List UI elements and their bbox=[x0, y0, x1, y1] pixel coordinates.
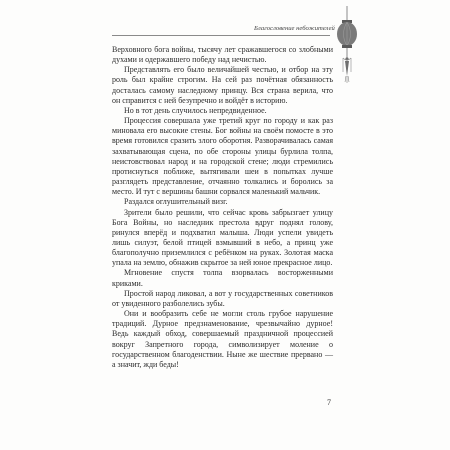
paragraph: Раздался оглушительный визг. bbox=[124, 197, 228, 207]
paragraph: Представлять его было величайшей честью, и отбор на эту роль был крайне строгим. На сей раз почётная обязанность досталась самому наследному принцу. Вся страна верила, что он справится с ней безупречно и войдёт в историю. bbox=[112, 65, 333, 105]
paragraph: Но в тот день случилось непредвиденное. bbox=[124, 105, 267, 115]
paragraph: Процессия совершала уже третий круг по городу и как раз миновала его высокие стены. Бог войны на своём помосте в это время готовился сразить злого оборотня. Разворачивалась самая захватывающая сцена, по обе стороны улицы бурлила толпа, неистовствовал народ и на городской стене; люди стремились протиснуться поближе, вытягивали шеи в попытках лучше разглядеть представление, отчаянно толкались и боролись за место. И тут с вершины башни сорвался маленький мальчик. bbox=[112, 116, 333, 197]
page-number: 7 bbox=[327, 398, 331, 407]
body-text bbox=[112, 45, 333, 370]
paragraph: Зрители было решили, что сейчас кровь забрызгает улицу Бога Войны, но наследник престола вдруг поднял голову, ринулся вперёд и подхватил малыша. Люди успели увидеть лишь силуэт, белой птицей взмывший в небо, а принц уже благополучно приземлился с ребёнком на руках. Золотая маска упала на землю, обнажив скрытое за ней юное прекрасное лицо. bbox=[112, 207, 333, 268]
paragraph: Простой народ ликовал, а вот у государственных советников от увиденного разболелись зубы. bbox=[112, 288, 333, 308]
paragraph: Мгновение спустя толпа взорвалась восторженными криками. bbox=[112, 268, 333, 288]
hanging-lantern-icon bbox=[332, 6, 362, 86]
header-rule bbox=[112, 35, 330, 36]
paragraph: Они и вообразить себе не могли столь грубое нарушение традиций. Дурное предзнаменование, чрезвычайно дурное! Ведь каждый обход, совершаемый праздничной процессией вокруг Запретного города, символизирует моление о государственном благоденствии. Ныне же шествие прервано — а значит, жди беды! bbox=[112, 309, 333, 369]
paragraph: Верховного бога войны, тысячу лет сражавшегося со злобными духами и одержавшего победу над нечистью. bbox=[112, 45, 333, 65]
running-head: Благословение небожителей bbox=[254, 25, 335, 32]
